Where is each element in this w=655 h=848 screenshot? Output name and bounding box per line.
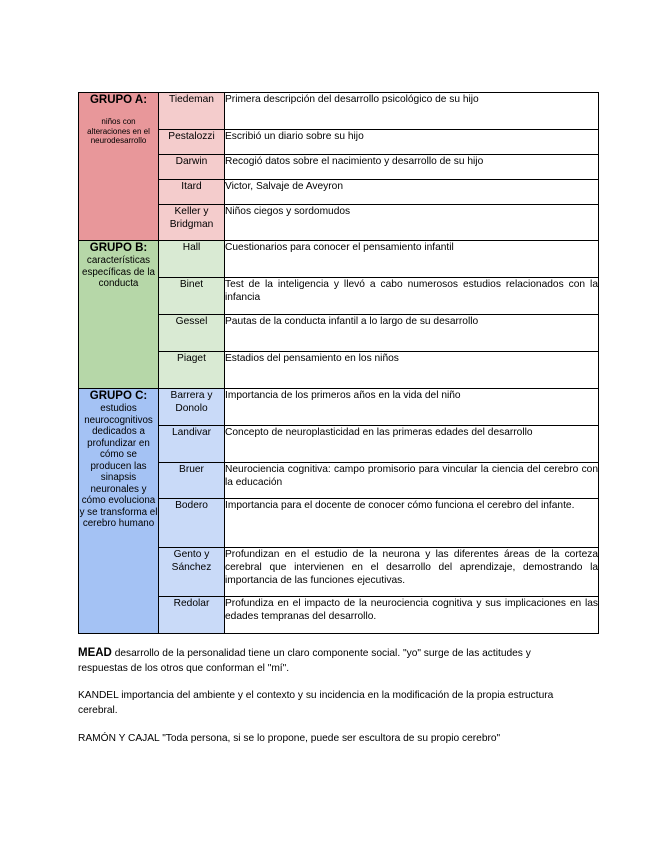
table-row (79, 241, 599, 278)
author-cell: Hall (159, 241, 225, 278)
description-cell: Escribió un diario sobre su hijo (225, 130, 599, 155)
mead-note (78, 646, 568, 676)
group-a-description: niños con alteraciones en el neurodesarrollo (87, 117, 150, 145)
description-cell: Test de la inteligencia y llevó a cabo numerosos estudios relacionados con la infancia (225, 278, 599, 315)
kandel-text: importancia del ambiente y el contexto y su incidencia en la modificación de la propia estructura cerebral. (78, 690, 554, 716)
author-cell: Tiedeman (159, 93, 225, 130)
ramon-name: RAMÓN Y CAJAL (78, 733, 160, 744)
author-cell: Barrera y Donolo (159, 389, 225, 426)
mead-name: MEAD (78, 647, 112, 659)
table-row (79, 93, 599, 130)
ramon-text: "Toda persona, si se lo propone, puede ser escultora de su propio cerebro" (162, 733, 501, 744)
author-cell: Bodero (159, 499, 225, 548)
author-cell: Landivar (159, 426, 225, 463)
author-cell: Bruer (159, 463, 225, 499)
group-b-title: GRUPO B: (89, 242, 148, 254)
description-cell: Victor, Salvaje de Aveyron (225, 180, 599, 205)
author-cell: Binet (159, 278, 225, 315)
description-cell: Recogió datos sobre el nacimiento y desarrollo de su hijo (225, 155, 599, 180)
group-b-description: características específicas de la conducta (82, 255, 155, 289)
description-cell: Importancia para el docente de conocer cómo funciona el cerebro del infante. (225, 499, 599, 548)
mead-text: desarrollo de la personalidad tiene un claro componente social. "yo" surge de las actitudes y respuestas de los otros que conforman el "mí". (78, 648, 531, 674)
author-cell: Redolar (159, 597, 225, 634)
description-cell: Profundizan en el estudio de la neurona y las diferentes áreas de la corteza cerebral que intervienen en el desarrollo del aprendizaje, demostrando la importancia de las funciones ejecutivas. (225, 548, 599, 597)
description-cell: Primera descripción del desarrollo psicológico de su hijo (225, 93, 599, 130)
group-a-title: GRUPO A: (89, 94, 148, 106)
description-cell: Cuestionarios para conocer el pensamiento infantil (225, 241, 599, 278)
group-c-description: estudios neurocognitivos dedicados a profundizar en cómo se producen las sinapsis neuronales y cómo evoluciona y se transforma el cerebro humano (79, 403, 158, 529)
description-cell: Niños ciegos y sordomudos (225, 205, 599, 241)
kandel-name: KANDEL (78, 690, 119, 701)
author-cell: Keller y Bridgman (159, 205, 225, 241)
table-row (79, 389, 599, 426)
description-cell: Estadios del pensamiento en los niños (225, 352, 599, 389)
group-a-cell (79, 93, 159, 241)
author-cell: Piaget (159, 352, 225, 389)
description-cell: Importancia de los primeros años en la vida del niño (225, 389, 599, 426)
authors-table (78, 92, 599, 634)
description-cell: Neurociencia cognitiva: campo promisorio para vincular la ciencia del cerebro con la educación (225, 463, 599, 499)
kandel-note (78, 688, 568, 718)
author-cell: Gento y Sánchez (159, 548, 225, 597)
group-c-cell (79, 389, 159, 634)
author-cell: Gessel (159, 315, 225, 352)
author-cell: Itard (159, 180, 225, 205)
group-c-title: GRUPO C: (89, 390, 148, 402)
author-cell: Pestalozzi (159, 130, 225, 155)
ramon-y-cajal-note (78, 731, 568, 746)
description-cell: Concepto de neuroplasticidad en las primeras edades del desarrollo (225, 426, 599, 463)
group-b-cell (79, 241, 159, 389)
description-cell: Pautas de la conducta infantil a lo largo de su desarrollo (225, 315, 599, 352)
author-cell: Darwin (159, 155, 225, 180)
description-cell: Profundiza en el impacto de la neurociencia cognitiva y sus implicaciones en las edades tempranas del desarrollo. (225, 597, 599, 634)
